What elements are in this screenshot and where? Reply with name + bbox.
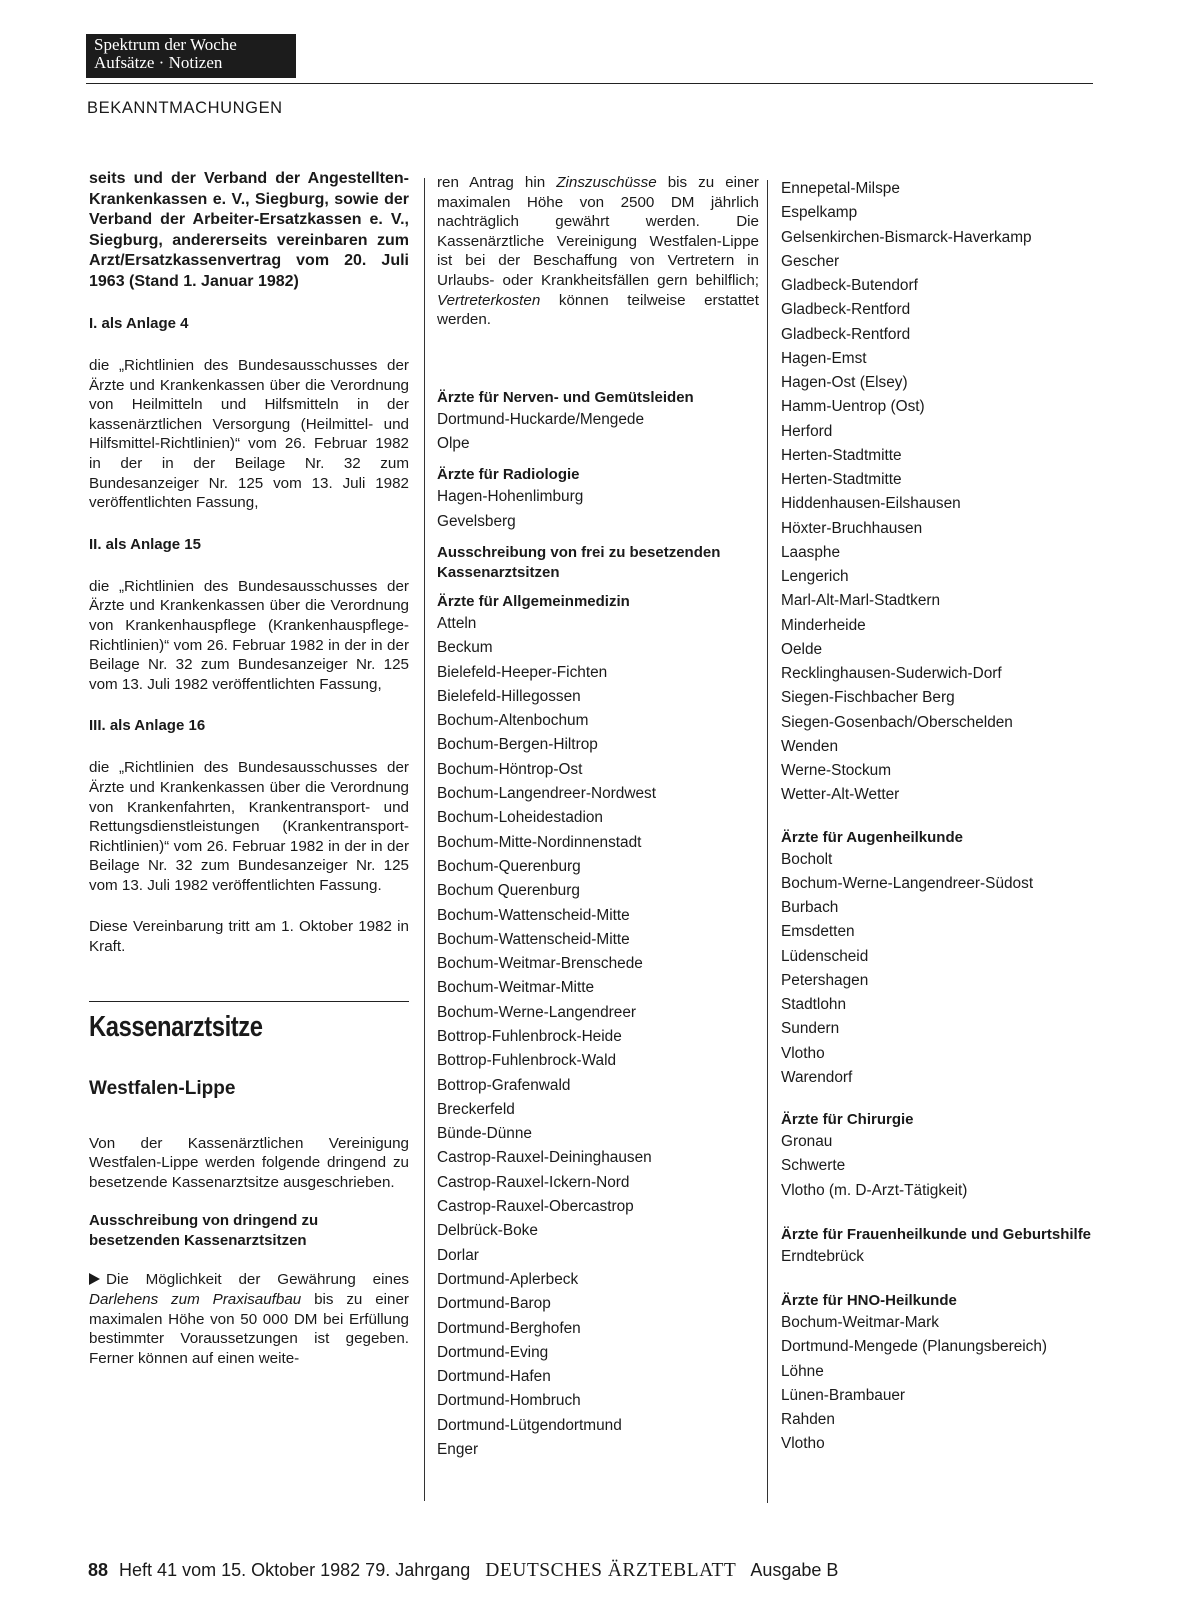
- list-item: Atteln: [437, 614, 477, 632]
- list-item: Recklinghausen-Suderwich-Dorf: [781, 665, 1002, 682]
- list-item: Wetter-Alt-Wetter: [781, 786, 900, 804]
- list-item: Rahden: [781, 1411, 835, 1428]
- list-item: Siegen-Fischbacher Berg: [781, 689, 955, 707]
- list-item: Bochum-Wattenscheid-Mitte: [437, 930, 630, 948]
- list-item: Hamm-Uentrop (Ost): [781, 398, 925, 416]
- frauen-heading: Ärzte für Frauenheilkunde und Geburtshilfe: [781, 1225, 1092, 1243]
- list-item: Erndtebrück: [781, 1247, 864, 1265]
- list-item: Lengerich: [781, 568, 849, 585]
- list-item: Siegen-Gosenbach/Oberschelden: [781, 713, 1013, 731]
- allgemein-heading: Ärzte für Allgemeinmedizin: [437, 592, 630, 610]
- augen-heading: Ärzte für Augenheilkunde: [781, 828, 963, 846]
- header-rule: [86, 83, 1093, 84]
- kassenarztsitze-title: Kassenarztsitze: [89, 1010, 263, 1043]
- list-item: Hagen-Emst: [781, 349, 867, 367]
- list-item: Vlotho: [781, 1044, 825, 1062]
- list-item: Warendorf: [781, 1068, 853, 1086]
- list-item: Castrop-Rauxel-Deininghausen: [437, 1149, 652, 1167]
- list-item: Vlotho (m. D-Arzt-Tätigkeit): [781, 1181, 968, 1199]
- list-item: Dortmund-Aplerbeck: [437, 1270, 579, 1288]
- hno-heading: Ärzte für HNO-Heilkunde: [781, 1292, 957, 1309]
- list-item: Stadtlohn: [781, 996, 847, 1013]
- rubric-line-2: Aufsätze · Notizen: [94, 53, 223, 72]
- list-item: Gelsenkirchen-Bismarck-Haverkamp: [781, 228, 1032, 246]
- list-item: Sundern: [781, 1020, 840, 1038]
- list-item: Gladbeck-Rentford: [781, 325, 911, 343]
- list-item: Dortmund-Lütgendortmund: [437, 1416, 622, 1434]
- allgemein-list-continued: [781, 177, 1101, 808]
- edition: Ausgabe B: [750, 1560, 839, 1580]
- list-item: Hiddenhausen-Eilshausen: [781, 495, 961, 513]
- frei-heading: Ausschreibung von frei zu besetzenden Kassenarztsitzen: [437, 543, 721, 581]
- annex-4-text: die „Richtlinien des Bundesausschusses der Ärzte und Krankenkassen über die Verordnung von Heilmitteln und Hilfsmitteln in der kassenärztlichen Versorgung (Heilmittel- und Hilfsmittel-Richtlinien)“ vom 26. Februar 1982 in der in der Beilage Nr. 32 zum Bundesanzeiger Nr. 125 vom 13. Juli 1982 veröffentlichten Fassung,: [89, 357, 409, 512]
- list-item: Bielefeld-Heeper-Fichten: [437, 663, 608, 681]
- list-item: Bielefeld-Hillegossen: [437, 687, 581, 705]
- list-item: Ennepetal-Milspe: [781, 180, 900, 197]
- list-item: Bochum-Weitmar-Mitte: [437, 979, 595, 997]
- list-item: Bochum-Werne-Langendreer: [437, 1003, 637, 1021]
- list-item: Beckum: [437, 639, 493, 657]
- list-item: Castrop-Rauxel-Obercastrop: [437, 1198, 634, 1216]
- list-item: Bochum-Altenbochum: [437, 712, 589, 730]
- list-item: Höxter-Bruchhausen: [781, 519, 923, 537]
- list-item: Hagen-Hohenlimburg: [437, 488, 584, 506]
- region-heading: Westfalen-Lippe: [89, 1077, 236, 1099]
- list-item: Hagen-Ost (Elsey): [781, 374, 908, 391]
- kassenarztsitze-rule: [89, 1001, 409, 1002]
- list-item: Vlotho: [781, 1435, 825, 1453]
- list-item: Bochum-Bergen-Hiltrop: [437, 736, 598, 754]
- list-item: Gladbeck-Butendorf: [781, 277, 918, 294]
- list-item: Dortmund-Barop: [437, 1295, 551, 1313]
- triangle-bullet-icon: [89, 1273, 100, 1285]
- list-item: Castrop-Rauxel-Ickern-Nord: [437, 1173, 630, 1191]
- radiologie-heading: Ärzte für Radiologie: [437, 466, 580, 484]
- list-item: Bochum-Querenburg: [437, 857, 581, 875]
- list-item: Bochum-Wattenscheid-Mitte: [437, 906, 630, 924]
- list-item: Wenden: [781, 737, 839, 755]
- augen-list: [781, 848, 1101, 1091]
- allgemein-list: [437, 612, 759, 1462]
- list-item: Bochum-Höntrop-Ost: [437, 760, 583, 778]
- list-item: Petershagen: [781, 971, 869, 989]
- column-divider-1: [424, 178, 425, 1501]
- list-item: Dortmund-Eving: [437, 1343, 549, 1361]
- list-item: Bochum Querenburg: [437, 882, 580, 900]
- page-number: 88: [88, 1560, 109, 1580]
- list-item: Herten-Stadtmitte: [781, 471, 902, 488]
- list-item: Lünen-Brambauer: [781, 1386, 906, 1404]
- list-item: Oelde: [781, 640, 823, 658]
- rubric-badge: [86, 34, 296, 78]
- list-item: Delbrück-Boke: [437, 1222, 538, 1240]
- frauen-list: [781, 1245, 1101, 1269]
- list-item: Dortmund-Huckarde/Mengede: [437, 410, 645, 428]
- list-item: Bottrop-Fuhlenbrock-Wald: [437, 1052, 617, 1070]
- list-item: Bochum-Werne-Langendreer-Südost: [781, 874, 1034, 892]
- list-item: Bochum-Mitte-Nordinnenstadt: [437, 833, 642, 851]
- list-item: Gescher: [781, 252, 840, 270]
- list-item: Gladbeck-Rentford: [781, 301, 911, 319]
- issue-info: Heft 41 vom 15. Oktober 1982 79. Jahrgang: [119, 1560, 471, 1580]
- region-intro: Von der Kassenärztlichen Vereinigung Westfalen-Lippe werden folgende dringend zu besetzende Kassenarztsitze ausgeschrieben.: [89, 1134, 409, 1191]
- list-item: Breckerfeld: [437, 1100, 515, 1118]
- chirurgie-heading: Ärzte für Chirurgie: [781, 1111, 914, 1128]
- list-item: Bochum-Loheidestadion: [437, 809, 603, 827]
- list-item: Marl-Alt-Marl-Stadtkern: [781, 592, 941, 610]
- list-item: Bünde-Dünne: [437, 1125, 532, 1143]
- column-1: [89, 169, 409, 1368]
- list-item: Dortmund-Mengede (Planungsbereich): [781, 1338, 1048, 1356]
- annex-16-text: die „Richtlinien des Bundesausschusses der Ärzte und Krankenkassen über die Verordnung von Krankenfahrten, Krankentransport- und Rettungsdienstleistungen (Krankentransport-Richtlinien)“ vom 26. Februar 1982 in der in der Beilage Nr. 32 zum Bundesanzeiger Nr. 125 vom 13. Juli 1982 veröffentlichten Fassung.: [89, 759, 409, 894]
- list-item: Bottrop-Grafenwald: [437, 1076, 571, 1094]
- list-item: Gevelsberg: [437, 512, 516, 530]
- list-item: Bottrop-Fuhlenbrock-Heide: [437, 1027, 622, 1045]
- list-item: Bochum-Weitmar-Brenschede: [437, 955, 643, 973]
- list-item: Löhne: [781, 1362, 824, 1380]
- column-divider-2: [767, 180, 768, 1503]
- annex-15-text: die „Richtlinien des Bundesausschusses der Ärzte und Krankenkassen über die Verordnung von Krankenhauspflege (Krankenhauspflege-Richtlinien)“ vom 26. Februar 1982 in der in der Beilage Nr. 32 zum Bundesanzeiger Nr. 125 vom 13. Juli 1982 veröffentlichten Fassung,: [89, 577, 409, 693]
- list-item: Minderheide: [781, 616, 866, 634]
- page-footer: [88, 1560, 838, 1582]
- list-item: Olpe: [437, 435, 470, 453]
- magazine-name: DEUTSCHES ÄRZTEBLATT: [485, 1560, 737, 1581]
- rubric-line-1: Spektrum der Woche: [94, 35, 237, 54]
- list-item: Enger: [437, 1441, 479, 1459]
- section-title: BEKANNTMACHUNGEN: [87, 99, 283, 117]
- list-item: Emsdetten: [781, 923, 855, 941]
- list-item: Lüdenscheid: [781, 947, 869, 965]
- list-item: Werne-Stockum: [781, 762, 892, 779]
- agreement-intro: seits und der Verband der Angestellten-Krankenkassen e. V., Siegburg, sowie der Verband der Arbeiter-Ersatzkassen e. V., Siegburg, andererseits vereinbaren zum Arzt/Ersatzkassenvertrag vom 20. Juli 1963 (Stand 1. Januar 1982): [89, 170, 409, 290]
- list-item: Bochum-Langendreer-Nordwest: [437, 785, 657, 803]
- annex-16-heading: III. als Anlage 16: [89, 717, 206, 735]
- list-item: Herford: [781, 422, 833, 440]
- nerven-list: [437, 408, 759, 457]
- list-item: Laasphe: [781, 543, 841, 561]
- loan-text: Die Möglichkeit der Gewährung eines Darlehens zum Praxisaufbau bis zu einer maximalen Höhe von 50 000 DM bei Erfüllung bestimmter Voraussetzungen ist gegeben. Ferner können auf einen weite-: [89, 1271, 409, 1367]
- list-item: Espelkamp: [781, 204, 858, 222]
- list-item: Bochum-Weitmar-Mark: [781, 1314, 939, 1331]
- column-2: [437, 173, 759, 1462]
- list-item: Herten-Stadtmitte: [781, 446, 902, 464]
- subsidy-text: ren Antrag hin Zinszuschüsse bis zu einer maximalen Höhe von 2500 DM jährlich nachträglich gewährt werden. Die Kassenärztliche Vereinigung Westfalen-Lippe ist bei der Beschaffung von Vertretern in Urlaubs- oder Krankheitsfällen gern behilflich; Vertreterkosten können teilweise erstattet werden.: [437, 174, 759, 329]
- list-item: Gronau: [781, 1133, 833, 1150]
- list-item: Dorlar: [437, 1246, 479, 1264]
- column-3: [781, 177, 1101, 1457]
- list-item: Burbach: [781, 899, 839, 916]
- list-item: Bocholt: [781, 850, 833, 868]
- radiologie-list: [437, 485, 759, 534]
- nerven-heading: Ärzte für Nerven- und Gemütsleiden: [437, 388, 694, 406]
- list-item: Dortmund-Hafen: [437, 1368, 551, 1386]
- urgent-heading: Ausschreibung von dringend zu besetzenden Kassenarztsitzen: [89, 1212, 319, 1250]
- list-item: Schwerte: [781, 1157, 846, 1175]
- hno-list: [781, 1311, 1101, 1457]
- effective-date-text: Diese Vereinbarung tritt am 1. Oktober 1982 in Kraft.: [89, 918, 409, 956]
- list-item: Dortmund-Hombruch: [437, 1392, 581, 1410]
- list-item: Dortmund-Berghofen: [437, 1319, 581, 1337]
- annex-15-heading: II. als Anlage 15: [89, 535, 201, 553]
- annex-4-heading: I. als Anlage 4: [89, 315, 189, 332]
- chirurgie-list: [781, 1130, 1101, 1203]
